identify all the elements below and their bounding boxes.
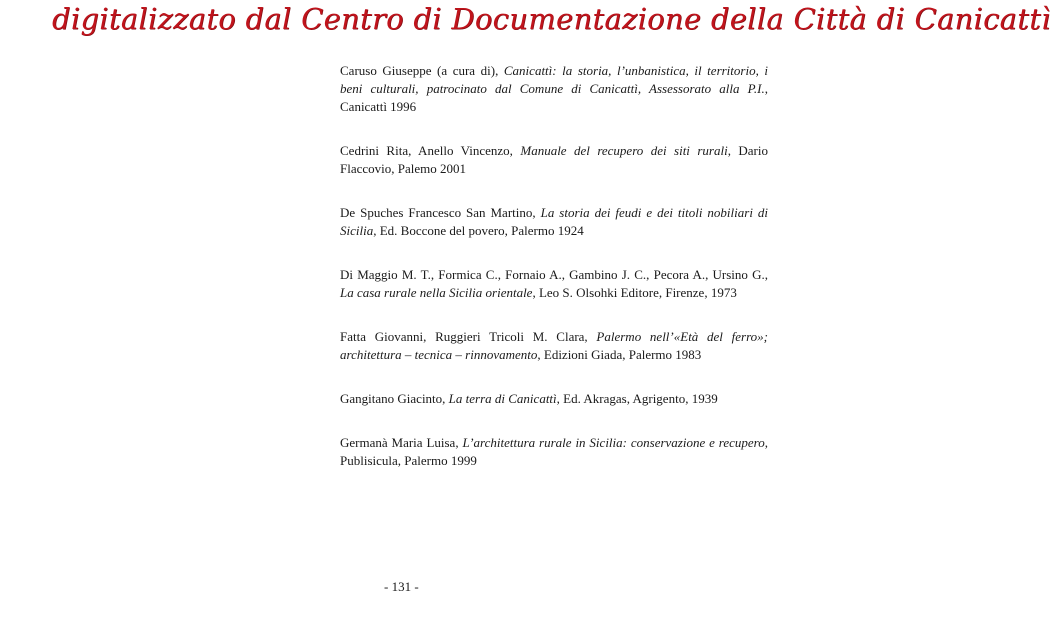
- entry-author: Gangitano Giacinto,: [340, 391, 449, 406]
- entry-author: De Spuches Francesco San Martino,: [340, 205, 541, 220]
- entry-title: La casa rurale nella Sicilia orientale: [340, 285, 533, 300]
- digitization-watermark: digitalizzato dal Centro di Documentazione della Città di Canicattì: [52, 2, 1051, 36]
- bibliography-entry: [340, 390, 768, 408]
- entry-title: Canicattì: la storia, l’unbanistica, il territorio, i beni culturali, patrocinato dal Comune di Canicattì, Assessorato alla P.I.: [340, 63, 768, 96]
- bibliography-entry: [340, 204, 768, 240]
- entry-author: Fatta Giovanni, Ruggieri Tricoli M. Clara,: [340, 329, 597, 344]
- page-number: - 131 -: [384, 579, 419, 594]
- entry-publication: , Leo S. Olsohki Editore, Firenze, 1973: [532, 285, 737, 300]
- entry-publication: , Publisicula, Palermo 1999: [340, 435, 768, 468]
- entry-publication: , Canicattì 1996: [340, 81, 768, 114]
- entry-author: Germanà Maria Luisa,: [340, 435, 463, 450]
- entry-author: Di Maggio M. T., Formica C., Fornaio A., Gambino J. C., Pecora A., Ursino G.,: [340, 267, 768, 282]
- bibliography-entry: [340, 328, 768, 364]
- entry-publication: , Edizioni Giada, Palermo 1983: [537, 347, 702, 362]
- entry-title: Manuale del recupero dei siti rurali: [520, 143, 728, 158]
- bibliography-list: [340, 62, 768, 483]
- entry-publication: , Ed. Boccone del povero, Palermo 1924: [373, 223, 584, 238]
- entry-author: Caruso Giuseppe (a cura di),: [340, 63, 504, 78]
- entry-publication: , Ed. Akragas, Agrigento, 1939: [556, 391, 718, 406]
- entry-title: Palermo nell’«Età del ferro»; architettura – tecnica – rinnovamento: [340, 329, 768, 362]
- entry-publication: , Dario Flaccovio, Palemo 2001: [340, 143, 768, 176]
- entry-title: La terra di Canicattì: [448, 391, 557, 406]
- bibliography-entry: [340, 434, 768, 470]
- bibliography-entry: [340, 142, 768, 178]
- entry-title: L’architettura rurale in Sicilia: conservazione e recupero: [462, 435, 765, 450]
- entry-title: La storia dei feudi e dei titoli nobiliari di Sicilia: [340, 205, 768, 238]
- bibliography-entry: [340, 62, 768, 116]
- bibliography-entry: [340, 266, 768, 302]
- entry-author: Cedrini Rita, Anello Vincenzo,: [340, 143, 521, 158]
